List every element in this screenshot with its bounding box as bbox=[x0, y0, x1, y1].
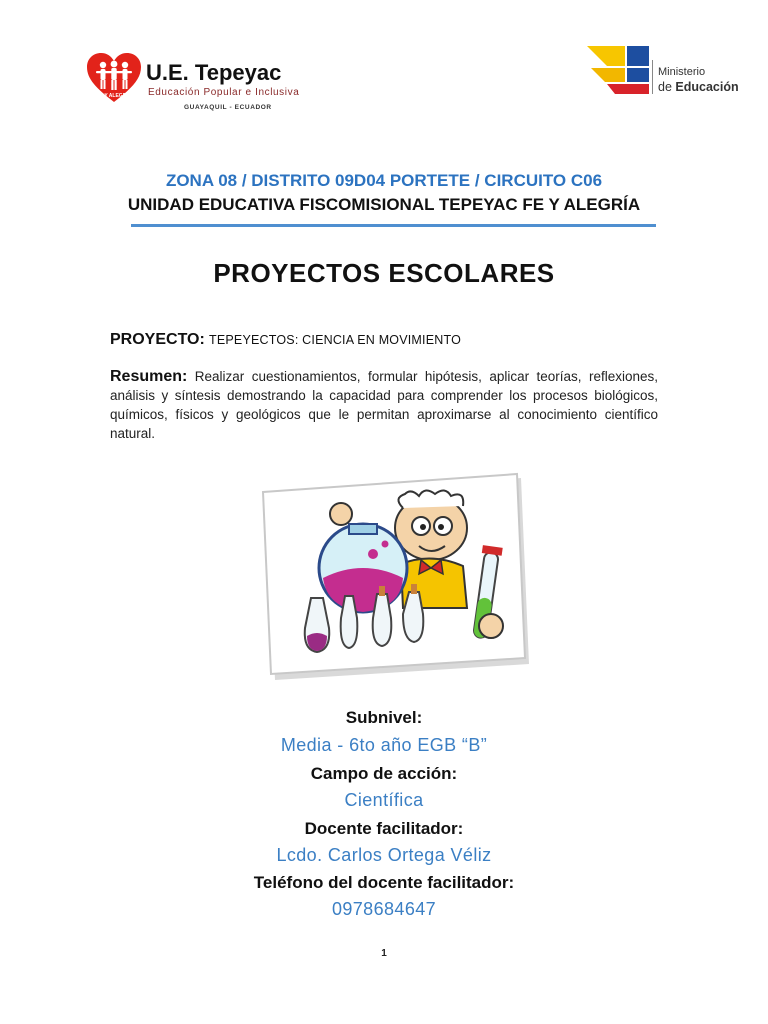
ministry-line2-prefix: de bbox=[658, 80, 676, 94]
telefono-value: 0978684647 bbox=[331, 899, 437, 919]
scientist-icon bbox=[395, 490, 467, 608]
ministry-line2 bbox=[658, 80, 739, 94]
heart-children-icon bbox=[86, 52, 142, 104]
unidad-line: UNIDAD EDUCATIVA FISCOMISIONAL TEPEYAC FE Y ALEGRÍA bbox=[127, 195, 641, 214]
proyecto-value: TEPEYECTOS: CIENCIA EN MOVIMIENTO bbox=[209, 333, 462, 347]
ecuador-flag-icon bbox=[585, 44, 651, 96]
header-divider bbox=[131, 224, 656, 227]
subnivel-label: Subnivel: bbox=[345, 708, 423, 727]
campo-value: Científica bbox=[344, 790, 424, 810]
resumen-text: Realizar cuestionamientos, formular hipótesis, aplicar teorías, reflexiones, análisis y síntesis demostrando la capacidad para comprender los procesos biológicos, químicos, físicos y geológicos que le permitan aproximarse al conocimiento científico natural. bbox=[110, 369, 658, 441]
telefono-label: Teléfono del docente facilitador: bbox=[253, 873, 515, 892]
logo-divider bbox=[652, 60, 653, 94]
subnivel-value: Media - 6to año EGB “B” bbox=[280, 735, 488, 755]
ministry-line1: Ministerio bbox=[658, 66, 706, 78]
proyecto-label: PROYECTO: bbox=[110, 331, 205, 348]
docente-value: Lcdo. Carlos Ortega Véliz bbox=[276, 845, 492, 865]
school-name: U.E. Tepeyac bbox=[146, 60, 282, 85]
docente-label: Docente facilitador: bbox=[304, 819, 464, 838]
campo-label: Campo de acción: bbox=[310, 764, 458, 783]
resumen-label: Resumen: bbox=[110, 368, 188, 385]
school-city: GUAYAQUIL - ECUADOR bbox=[184, 104, 272, 111]
proyecto-line bbox=[110, 331, 461, 349]
ministry-line2-bold: Educación bbox=[675, 80, 739, 94]
scientist-illustration bbox=[253, 468, 531, 683]
zona-line: ZONA 08 / DISTRITO 09D04 PORTETE / CIRCUITO C06 bbox=[165, 171, 603, 190]
heart-logo-text: FE Y ALEGRÍA bbox=[96, 93, 132, 99]
school-logo bbox=[86, 50, 300, 120]
resumen-paragraph bbox=[110, 367, 658, 443]
school-tagline: Educación Popular e Inclusiva bbox=[148, 87, 300, 98]
page-number: 1 bbox=[381, 948, 387, 959]
page-title: PROYECTOS ESCOLARES bbox=[213, 258, 555, 288]
ministry-logo bbox=[585, 44, 745, 104]
